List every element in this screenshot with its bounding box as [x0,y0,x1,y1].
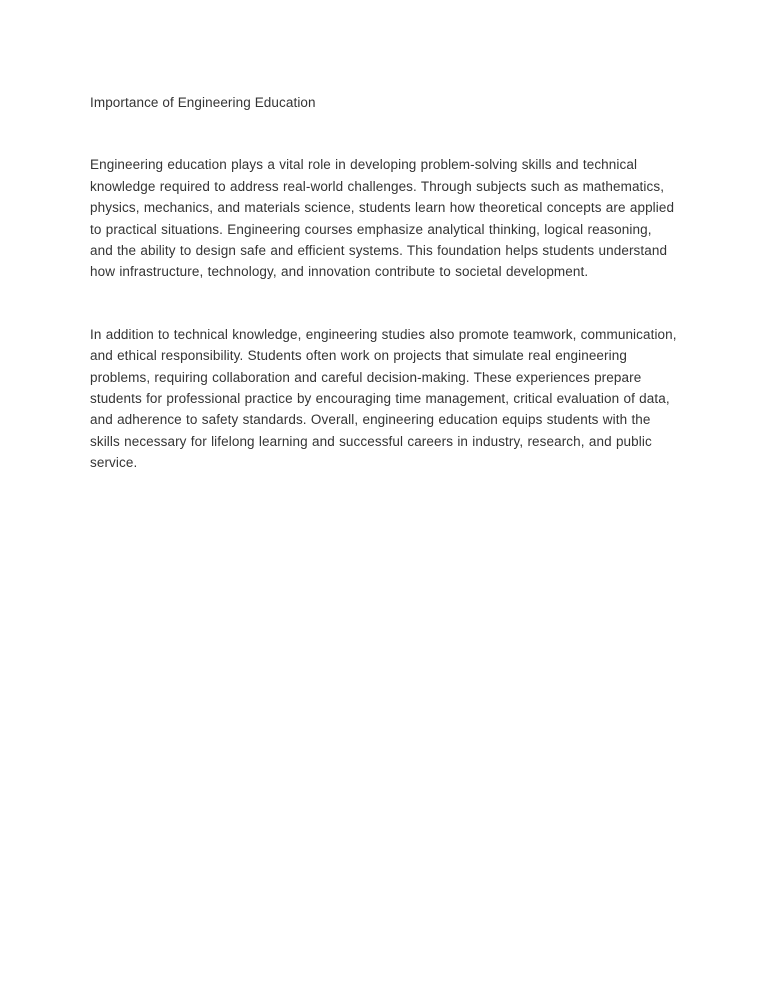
document-title: Importance of Engineering Education [90,95,316,110]
paragraph-1: Engineering education plays a vital role in developing problem-solving skills and technical knowledge required to address real-world challenges. Through subjects such as mathematics, physics, mechanics, and materials science, students learn how theoretical concepts are applied to practical situations. Engineering courses emphasize analytical thinking, logical reasoning, and the ability to design safe and efficient systems. This foundation helps students understand how infrastructure, technology, and innovation contribute to societal development. [90,157,675,280]
paragraph-2: In addition to technical knowledge, engineering studies also promote teamwork, communication, and ethical responsibility. Students often work on projects that simulate real engineering problems, requiring collaboration and careful decision-making. These experiences prepare students for professional practice by encouraging time management, critical evaluation of data, and adherence to safety standards. Overall, engineering education equips students with the skills necessary for lifelong learning and successful careers in industry, research, and public service. [90,326,677,471]
